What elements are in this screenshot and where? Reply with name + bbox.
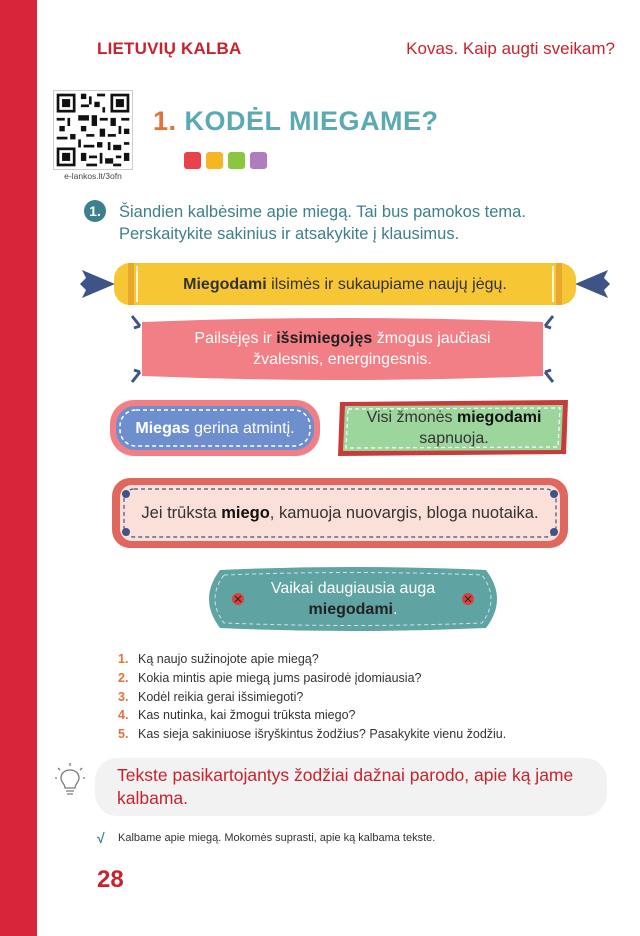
- page-edge-bar: [0, 0, 37, 936]
- color-square: [206, 152, 223, 169]
- question-text: Ką naujo sužinojote apie miegą?: [138, 652, 319, 666]
- banner-5-keyword: miego: [221, 503, 270, 522]
- checkmark-icon: √: [97, 830, 105, 846]
- question-item: [118, 669, 506, 688]
- sentence-banner-1: [80, 258, 610, 310]
- page-number: 28: [97, 866, 124, 893]
- subject-header: LIETUVIŲ KALBA: [97, 39, 242, 58]
- color-square: [184, 152, 201, 169]
- question-number: 5.: [118, 727, 129, 742]
- sentence-banner-3: [108, 398, 322, 458]
- sentence-banner-2: [130, 314, 555, 384]
- sentence-banner-5: [110, 476, 570, 550]
- question-number: 2.: [118, 670, 129, 685]
- banner-5-text-end: , kamuoja nuovargis, bloga nuotaika.: [269, 503, 539, 522]
- sentence-banner-4: [336, 398, 572, 458]
- question-text: Kas sieja sakiniuose išryškintus žodžius? Pasakykite vienu žodžiu.: [138, 727, 507, 742]
- banner-2-keyword: išsimiegojęs: [276, 330, 373, 347]
- question-number: 4.: [118, 708, 129, 723]
- banner-4-text-start: Visi žmonės: [366, 409, 457, 426]
- color-square: [228, 152, 245, 169]
- question-text: Kokia mintis apie miegą jums pasirodė įdomiausia?: [138, 670, 422, 685]
- sentence-banner-6: [198, 566, 508, 632]
- banner-1-text: ilsimės ir sukaupiame naujų jėgų.: [266, 275, 507, 293]
- qr-caption[interactable]: e-lankos.lt/3ofn: [64, 171, 122, 181]
- task-number-badge: 1.: [84, 200, 106, 222]
- question-item: [118, 725, 506, 744]
- color-squares: [184, 152, 267, 169]
- lesson-number: 1.: [153, 106, 177, 136]
- tip-text: Tekste pasikartojantys žodžiai dažnai parodo, apie ką jame kalbama.: [117, 765, 574, 808]
- banner-1-keyword: Miegodami: [183, 275, 267, 293]
- question-item: [118, 650, 506, 669]
- question-text: Kodėl reikia gerai išsimiegoti?: [138, 689, 304, 704]
- banner-3-keyword: Miegas: [135, 419, 190, 437]
- lightbulb-icon: [55, 762, 85, 798]
- question-item: [118, 706, 506, 725]
- question-number: 3.: [118, 689, 129, 704]
- banner-3-text: gerina atmintį.: [189, 419, 295, 437]
- banner-2-text-end: žmogus jaučiasi žvalesnis, energingesnis.: [253, 330, 491, 368]
- qr-code[interactable]: [53, 90, 133, 170]
- task-instruction: Šiandien kalbėsime apie miegą. Tai bus pamokos tema. Perskaitykite sakinius ir atsakykite į klausimus.: [119, 203, 526, 243]
- banner-2-text-start: Pailsėjęs ir: [194, 330, 277, 347]
- question-item: [118, 688, 506, 707]
- banner-4-text-end: sapnuoja.: [419, 430, 489, 447]
- unit-header: Kovas. Kaip augti sveikam?: [406, 39, 615, 58]
- question-list: [118, 650, 506, 744]
- lesson-title-text: KODĖL MIEGAME?: [184, 106, 439, 136]
- question-number: 1.: [118, 652, 129, 666]
- lesson-title: [153, 106, 439, 137]
- banner-6-text-end: .: [393, 601, 398, 618]
- banner-5-text-start: Jei trūksta: [141, 503, 222, 522]
- color-square: [250, 152, 267, 169]
- banner-4-keyword: miegodami: [456, 409, 542, 426]
- question-text: Kas nutinka, kai žmogui trūksta miego?: [138, 708, 356, 723]
- banner-6-keyword: miegodami: [308, 601, 393, 618]
- banner-6-text-start: Vaikai daugiausia auga: [270, 580, 436, 597]
- lesson-goal: Kalbame apie miegą. Mokomės suprasti, apie ką kalbama tekste.: [118, 832, 436, 844]
